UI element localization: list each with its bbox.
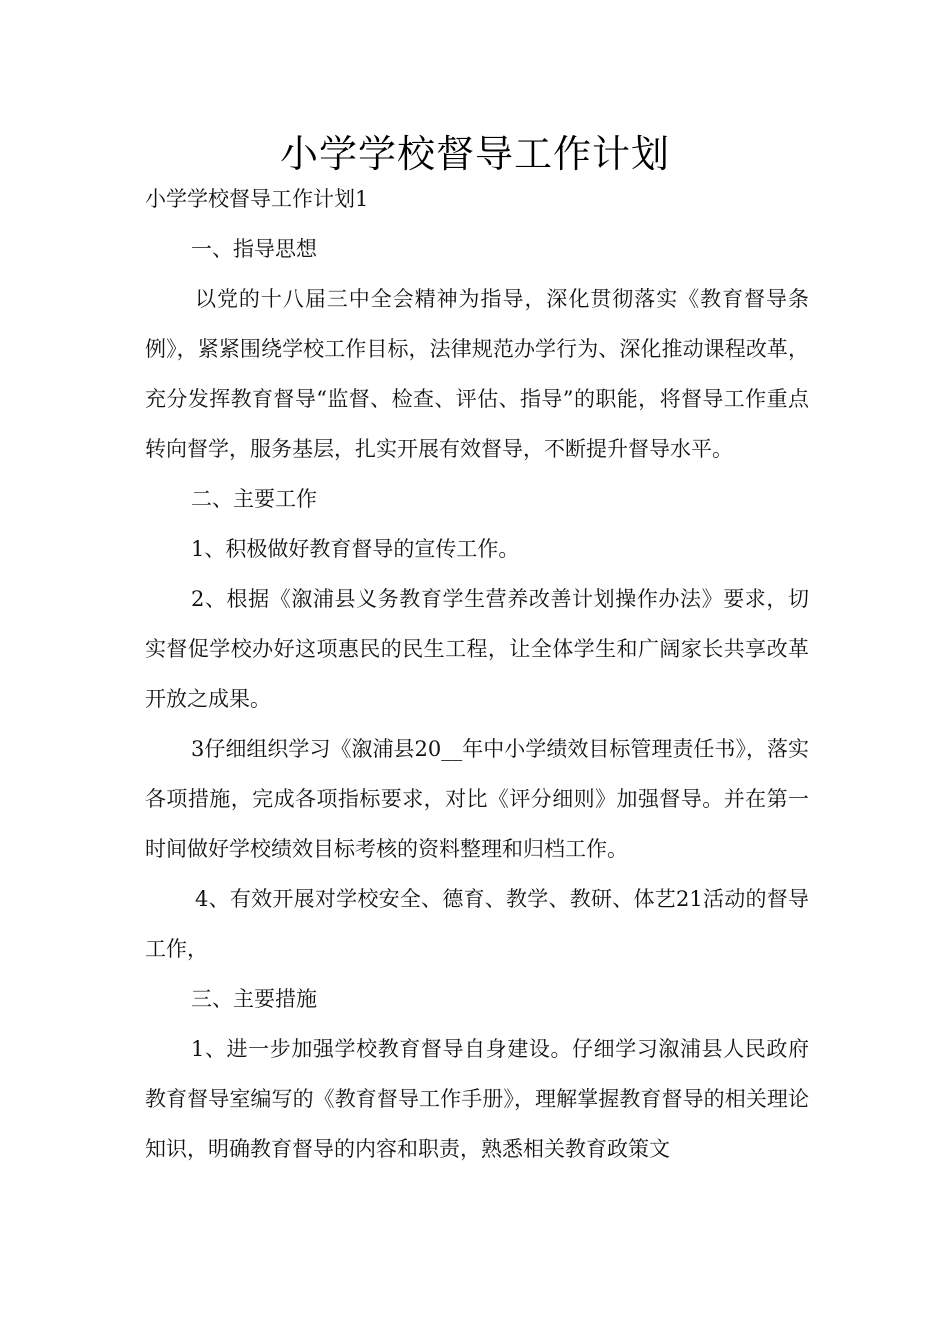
paragraph-work-item-1: 1、积极做好教育督导的宣传工作。 — [191, 537, 520, 561]
paragraph-work-item-3: 3仔细组织学习《溆浦县20__年中小学绩效目标管理责任书》，落实各项措施，完成各项指标要求，对比《评分细则》加强督导。并在第一时间做好学校绩效目标考核的资料整理和归档工作。 — [145, 737, 809, 861]
section-heading-main-work: 二、主要工作 — [191, 487, 317, 511]
section-heading-guiding-ideology: 一、指导思想 — [191, 237, 317, 261]
section-heading-main-measures: 三、主要措施 — [191, 987, 317, 1011]
paragraph-work-item-2: 2、根据《溆浦县义务教育学生营养改善计划操作办法》要求，切实督促学校办好这项惠民的民生工程，让全体学生和广阔家长共享改革开放之成果。 — [145, 587, 809, 711]
document-title: 小学学校督导工作计划 — [279, 132, 670, 176]
document-body — [145, 174, 809, 1174]
paragraph-work-item-4: 4、有效开展对学校安全、德育、教学、教研、体艺21活动的督导工作， — [145, 887, 809, 961]
section-heading-plan-1: 小学学校督导工作计划1 — [145, 187, 369, 211]
paragraph-measure-item-1: 1、进一步加强学校教育督导自身建设。仔细学习溆浦县人民政府教育督导室编写的《教育督导工作手册》，理解掌握教育督导的相关理论知识，明确教育督导的内容和职责，熟悉相关教育政策文 — [145, 1037, 809, 1161]
paragraph-guiding-ideology: 以党的十八届三中全会精神为指导，深化贯彻落实《教育督导条例》，紧紧围绕学校工作目标，法律规范办学行为、深化推动课程改革，充分发挥教育督导“监督、检查、评估、指导”的职能，将督导工作重点转向督学，服务基层，扎实开展有效督导，不断提升督导水平。 — [145, 287, 809, 461]
